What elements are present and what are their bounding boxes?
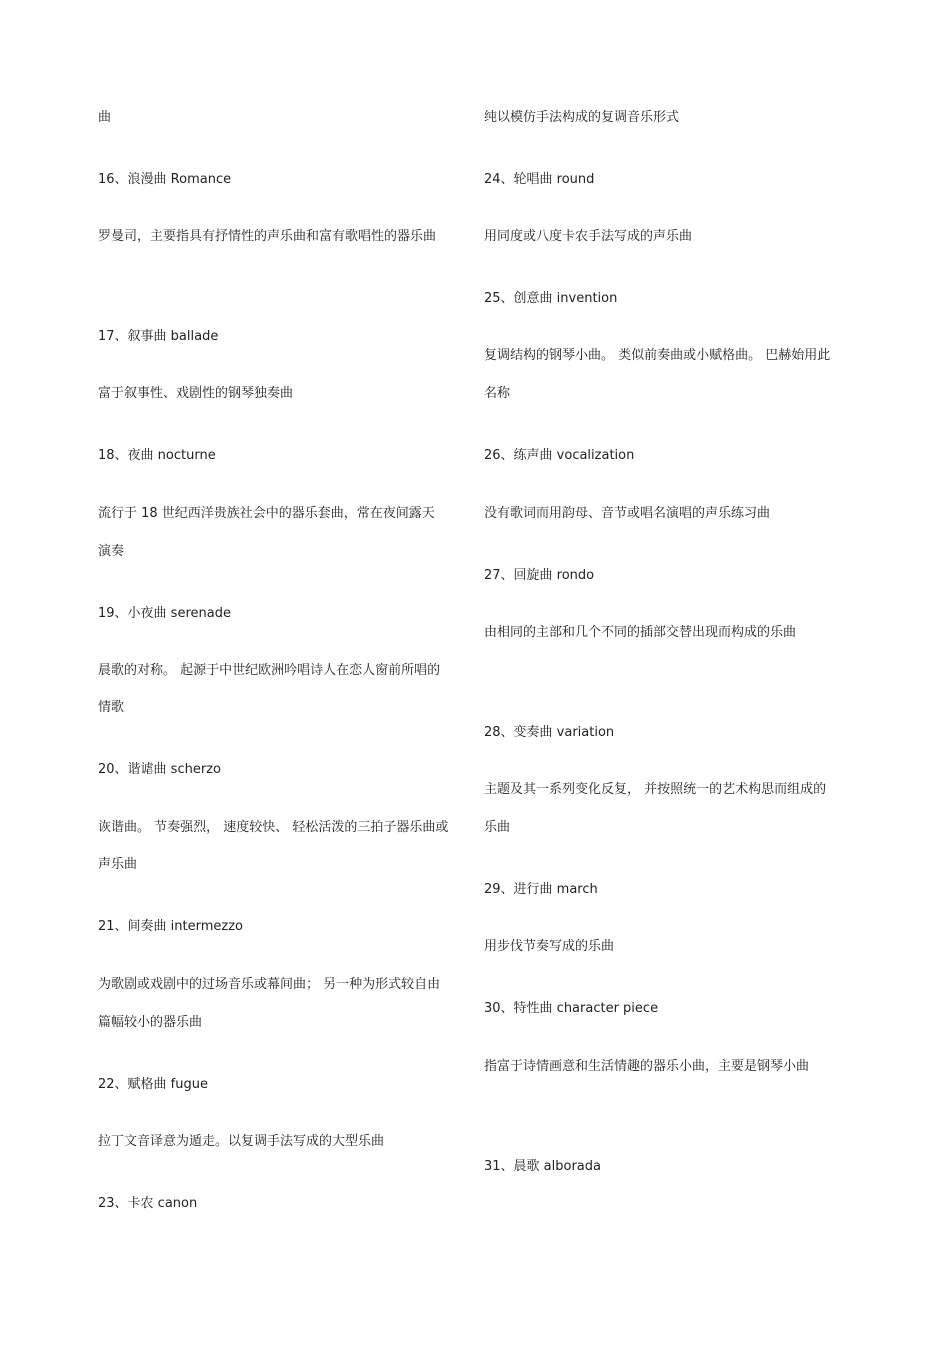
text-line: 用同度或八度卡农手法写成的声乐曲 (484, 229, 693, 244)
text-line: 指富于诗情画意和生活情趣的器乐小曲，主要是钢琴小曲 (484, 1059, 810, 1074)
term-heading: 26、练声曲 vocalization (484, 448, 635, 463)
text-line: 拉丁文音译意为遁走。以复调手法写成的大型乐曲 (98, 1134, 385, 1149)
text-line: 曲 (98, 110, 112, 125)
term-heading: 24、轮唱曲 round (484, 172, 595, 187)
text-line: 用步伐节奏写成的乐曲 (484, 939, 615, 954)
text-line: 演奏 (98, 544, 125, 559)
text-line: 由相同的主部和几个不同的插部交替出现而构成的乐曲 (484, 625, 797, 640)
term-heading: 29、进行曲 march (484, 882, 598, 897)
right-column (484, 0, 854, 1345)
text-line: 罗曼司，主要指具有抒情性的声乐曲和富有歌唱性的器乐曲 (98, 229, 437, 244)
text-line: 没有歌词而用韵母、音节或唱名演唱的声乐练习曲 (484, 506, 771, 521)
text-line: 复调结构的钢琴小曲。 类似前奏曲或小赋格曲。 巴赫始用此 (484, 348, 831, 363)
text-line: 声乐曲 (98, 857, 138, 872)
term-heading: 19、小夜曲 serenade (98, 606, 231, 621)
text-line: 晨歌的对称。 起源于中世纪欧洲吟唱诗人在恋人窗前所唱的 (98, 663, 441, 678)
text-line: 名称 (484, 386, 511, 401)
term-heading: 18、夜曲 nocturne (98, 448, 216, 463)
term-heading: 30、特性曲 character piece (484, 1001, 659, 1016)
text-line: 为歌剧或戏剧中的过场音乐或幕间曲； 另一种为形式较自由 (98, 977, 441, 992)
term-heading: 20、谐谑曲 scherzo (98, 762, 221, 777)
term-heading: 16、浪漫曲 Romance (98, 172, 232, 187)
left-column (98, 0, 468, 1345)
term-heading: 28、变奏曲 variation (484, 725, 615, 740)
term-heading: 27、回旋曲 rondo (484, 568, 595, 583)
term-heading: 17、叙事曲 ballade (98, 329, 219, 344)
text-line: 富于叙事性、戏剧性的钢琴独奏曲 (98, 386, 294, 401)
text-line: 诙谐曲。 节奏强烈， 速度较快、 轻松活泼的三拍子器乐曲或 (98, 820, 449, 835)
text-line: 篇幅较小的器乐曲 (98, 1015, 203, 1030)
text-line: 纯以模仿手法构成的复调音乐形式 (484, 110, 680, 125)
text-line: 流行于 18 世纪西洋贵族社会中的器乐套曲，常在夜间露天 (98, 506, 435, 521)
text-line: 情歌 (98, 700, 125, 715)
term-heading: 23、卡农 canon (98, 1196, 198, 1211)
text-line: 乐曲 (484, 820, 511, 835)
term-heading: 22、赋格曲 fugue (98, 1077, 208, 1092)
term-heading: 31、晨歌 alborada (484, 1159, 601, 1174)
term-heading: 25、创意曲 invention (484, 291, 618, 306)
term-heading: 21、间奏曲 intermezzo (98, 919, 243, 934)
text-line: 主题及其一系列变化反复， 并按照统一的艺术构思而组成的 (484, 782, 827, 797)
